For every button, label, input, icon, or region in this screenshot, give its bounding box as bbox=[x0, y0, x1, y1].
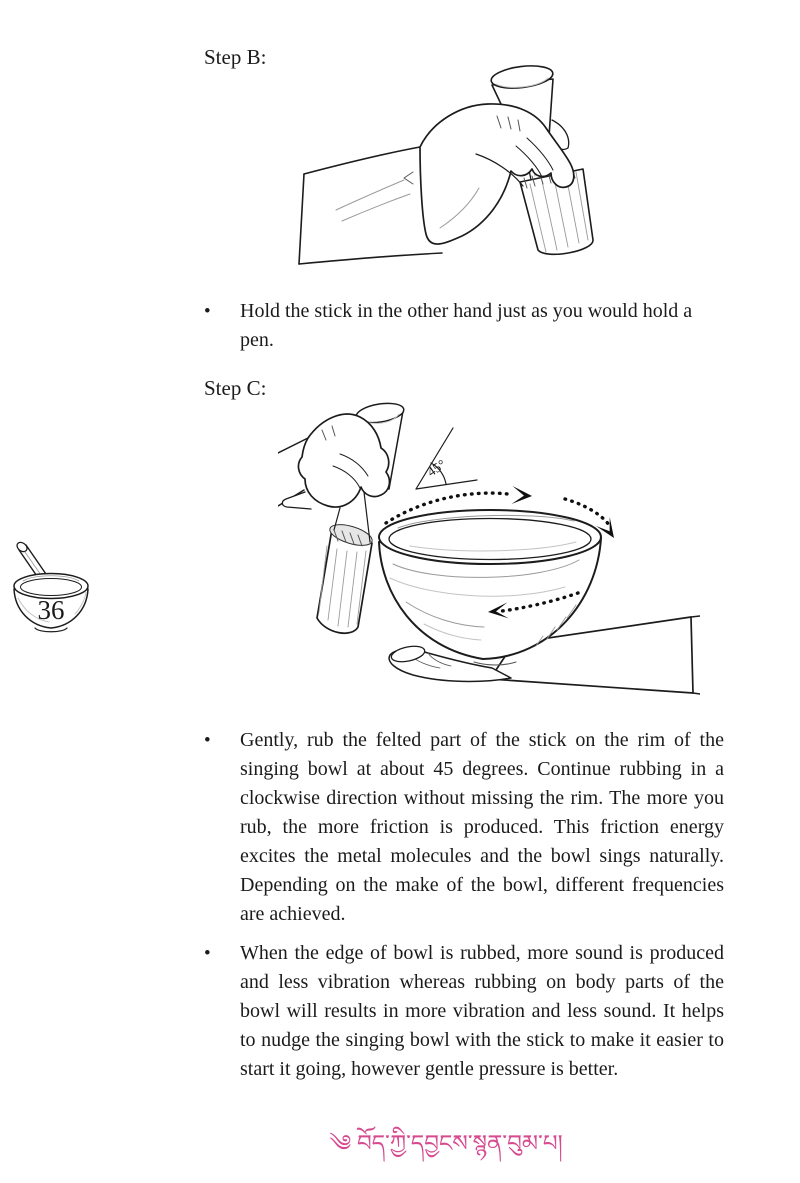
rubbing-bowl-drawing bbox=[278, 396, 700, 696]
step-c-illustration bbox=[278, 396, 700, 696]
paragraph-2-item bbox=[204, 939, 724, 1084]
paragraph-2-text: When the edge of bowl is rubbed, more sound is produced and less vibration whereas rubbing on body parts of the bowl will results in more vibration and less sound. It helps to nudge the singing bowl with the stick to make it easier to start it going, however gentle pressure is better. bbox=[240, 942, 724, 1080]
step-b-bullet-item bbox=[204, 297, 724, 355]
paragraph-1-item bbox=[204, 726, 724, 929]
badge-bowl-icon bbox=[5, 540, 97, 646]
angle-label: 45° bbox=[424, 456, 449, 480]
paragraph-1-text: Gently, rub the felted part of the stick on the rim of the singing bowl at about 45 degrees. Continue rubbing in a clockwise direction without missing the rim. The more you rub, the more friction is produced. This friction energy excites the metal molecules and the bowl sings naturally. Depending on the make of the bowl, different frequencies are achieved. bbox=[240, 729, 724, 925]
page-number-badge bbox=[5, 540, 97, 646]
gripping-hand bbox=[278, 414, 389, 542]
angle-annotation bbox=[416, 428, 477, 489]
step-b-bullet-text: Hold the stick in the other hand just as you would hold a pen. bbox=[240, 300, 693, 351]
step-c-heading: Step C: bbox=[204, 376, 267, 400]
footer-tibetan-text: ༄ བོད་ཀྱི་དབྱངས་སྙན་བུམ་པ། bbox=[329, 1131, 563, 1156]
footer bbox=[0, 1118, 800, 1183]
bullet-marker: • bbox=[204, 943, 211, 964]
step-b-heading: Step B: bbox=[204, 45, 267, 69]
bullet-marker: • bbox=[204, 301, 211, 322]
step-b-illustration bbox=[280, 58, 620, 290]
page-number: 36 bbox=[37, 595, 65, 625]
hand-holding-stick-drawing bbox=[280, 58, 620, 290]
bullet-marker: • bbox=[204, 730, 211, 751]
arrowhead-right-icon bbox=[512, 486, 533, 504]
mallet-wood-handle bbox=[317, 520, 375, 633]
